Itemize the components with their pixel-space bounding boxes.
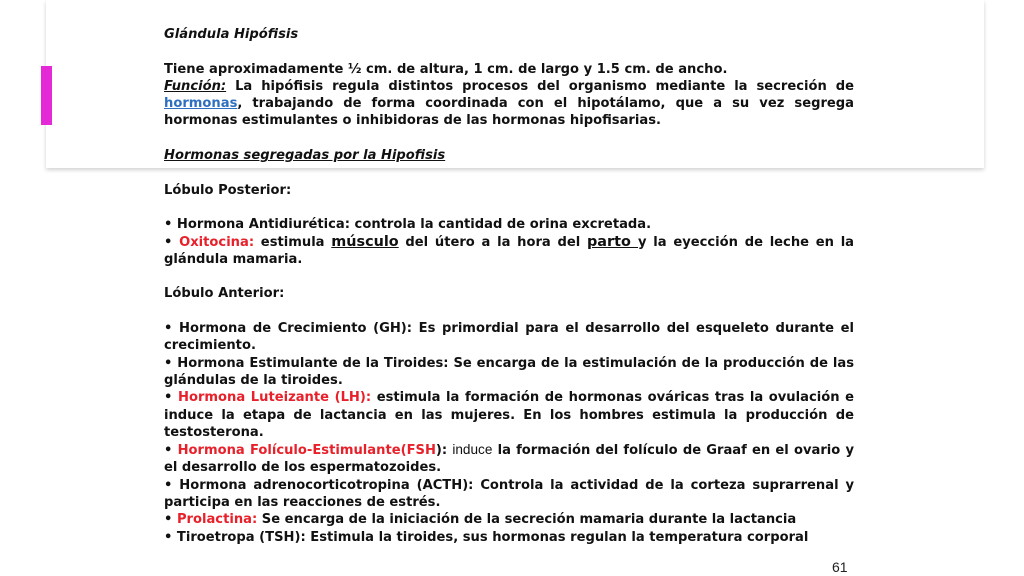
- posterior-lobe-heading: Lóbulo Posterior:: [164, 182, 292, 198]
- prolactin-label: Prolactina:: [176, 512, 258, 528]
- fsh-label: Hormona Folículo-Estimulante(FSH: [177, 443, 436, 459]
- function-paragraph: Función: La hipófisis regula distintos procesos del organismo mediante la secreción de hormonas, trabajando de forma coordinada con el hipotálamo, que a su vez segrega hormonas estimulantes o inhibidoras de las hormonas hipofisarias.: [164, 78, 854, 129]
- size-description: Tiene aproximadamente ½ cm. de altura, 1 cm. de largo y 1.5 cm. de ancho.: [164, 61, 728, 77]
- list-item-adh: • Hormona Antidiurética: controla la cantidad de orina excretada.: [164, 217, 652, 233]
- list-item-prolactin: • Prolactina: Se encarga de la iniciación de la secreción mamaria durante la lactancia: [164, 512, 797, 528]
- lh-label: Hormona Luteizante (LH):: [177, 390, 372, 406]
- hormones-heading: Hormonas segregadas por la Hipofisis: [164, 148, 446, 164]
- list-item-lh: • Hormona Luteizante (LH): estimula la formación de hormonas ováricas tras la ovulación e induce la etapa de lactancia en las mujeres. En los hombres estimula la producción de testosterona.: [164, 390, 854, 440]
- hormonas-link[interactable]: hormonas: [164, 96, 238, 112]
- parto-link[interactable]: parto: [586, 233, 639, 250]
- oxytocin-label: Oxitocina:: [179, 234, 255, 250]
- function-label: Función:: [164, 78, 227, 94]
- musculo-link[interactable]: músculo: [331, 233, 399, 250]
- accent-bar: [41, 66, 52, 125]
- list-item-gh: • Hormona de Crecimiento (GH): Es primordial para el desarrollo del esqueleto durante el crecimiento.: [164, 321, 854, 354]
- list-item-oxytocin: • Oxitocina: estimula músculo del útero a la hora del parto y la eyección de leche en la glándula mamaria.: [164, 233, 855, 267]
- list-item-fsh: • Hormona Folículo-Estimulante(FSH): induce la formación del folículo de Graaf en el ovario y el desarrollo de los espermatozoides.: [164, 442, 854, 476]
- list-item-acth: • Hormona adrenocorticotropina (ACTH): Controla la actividad de la corteza suprarrenal y participa en las reacciones de estrés.: [164, 477, 854, 511]
- anterior-lobe-heading: Lóbulo Anterior:: [164, 286, 285, 302]
- list-item-thyroid-stimulating: • Hormona Estimulante de la Tiroides: Se encarga de la estimulación de la producción de las glándulas de la tiroides.: [164, 355, 854, 388]
- page-number: 61: [832, 559, 848, 575]
- list-item-tsh: • Tiroetropa (TSH): Estimula la tiroides, sus hormonas regulan la temperatura corporal: [164, 529, 809, 545]
- slide-title: Glándula Hipófisis: [164, 27, 299, 42]
- slide-content: [164, 26, 854, 546]
